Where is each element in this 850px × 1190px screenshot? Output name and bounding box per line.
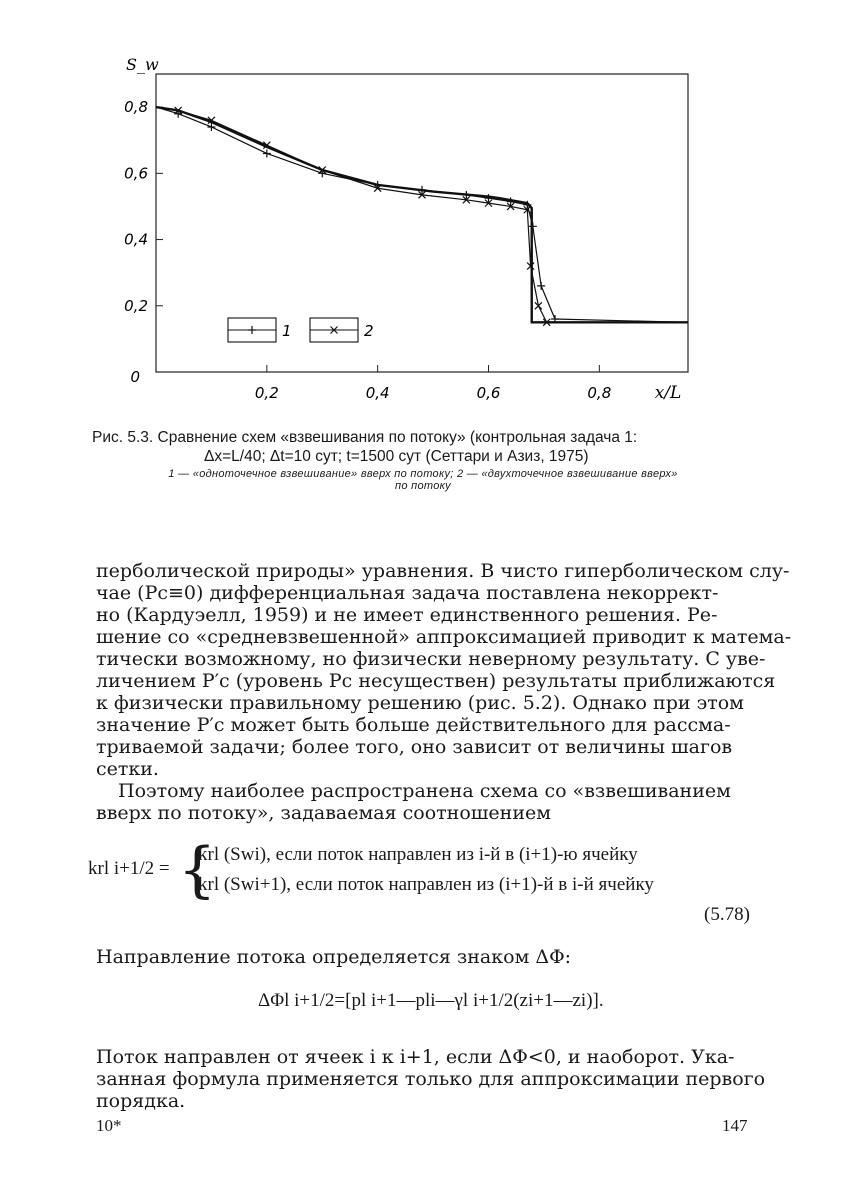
legend-line: по потоку [395,480,451,492]
x-axis-label: x/L [654,383,682,403]
x-tick-label: 0,8 [587,384,612,402]
series-line [156,107,688,322]
y-tick-label: 0,6 [124,164,148,183]
figure-legend-text [88,468,758,492]
text-line: шение со «средневзвешенной» аппроксимацией приводит к матема- [96,626,792,648]
text-line: порядка. [96,1090,186,1112]
chart-series [156,107,688,326]
legend-label: 1 [282,322,292,340]
equation-578-case-2: krl (Swi+1), если поток направлен из (i+1)-й в i-й ячейку [198,874,654,895]
page-number: 147 [722,1116,748,1135]
caption-line: Рис. 5.3. Сравнение схем «взвешивания по потоку» (контрольная задача 1: [92,429,638,446]
equation-578-lhs: krl i+1/2 = [88,858,170,879]
paragraph-4 [96,1046,766,1112]
figure-caption [92,428,762,466]
equation-578-case-1: krl (Swi), если поток направлен из i-й в (i+1)-ю ячейку [198,844,638,865]
footer-signature: 10* [96,1116,122,1135]
text-line: Поток направлен от ячеек i к i+1, если ΔΦ<0, и наоборот. Ука- [96,1046,735,1068]
text-line: сетки. [96,758,159,780]
figure-chart [110,50,710,420]
series-line [156,107,688,322]
y-tick-label: 0,2 [124,296,148,315]
legend-marker [248,326,256,334]
paragraph-3: Направление потока определяется знаком ΔΦ: [96,946,572,968]
equation-number: (5.78) [704,904,750,925]
text-line: личением P′c (уровень Pc несуществен) результаты приближаются [96,670,776,692]
chart-legend [228,318,374,342]
chart-labels [124,55,681,403]
text-line: триваемой задачи; более того, оно зависит от величины шагов [96,736,733,758]
series-line [156,107,688,322]
text-line: вверх по потоку», задаваемая соотношением [96,802,552,824]
text-line: к физически правильному решению (рис. 5.2). Однако при этом [96,692,744,714]
x-tick-label: 0,4 [365,384,390,402]
data-point-marker [263,149,271,157]
origin-label: 0 [130,368,140,386]
chart-axes [156,74,688,372]
legend-label: 2 [364,322,374,340]
x-tick-label: 0,6 [476,384,501,402]
legend-line: 1 — «одноточечное взвешивание» вверх по потоку; 2 — «двухточечное взвешивание вверх» [168,468,678,480]
text-line: чае (Pc≡0) дифференциальная задача поставлена некоррект- [96,582,719,604]
equation-brace: { [178,835,217,905]
y-tick-label: 0,8 [124,98,148,117]
y-tick-label: 0,4 [124,230,148,249]
paragraph-1 [96,560,792,780]
paragraph-2 [96,780,758,824]
text-line: Поэтому наиболее распространена схема со «взвешиванием [118,780,731,802]
y-axis-label: S_w [126,55,159,74]
caption-line: Δx=L/40; Δt=10 сут; t=1500 сут (Сеттари и Азиз, 1975) [204,448,589,465]
data-point-marker [537,282,545,290]
text-line: но (Кардуэелл, 1959) и не имеет единственного решения. Ре- [96,604,718,626]
x-tick-label: 0,2 [254,384,279,402]
text-line: тически возможному, но физически неверному результату. С уве- [96,648,766,670]
plot-frame [156,74,688,372]
text-line: значение P′c может быть больше действительного для рассма- [96,714,731,736]
data-point-marker [529,222,537,230]
text-line: перболической природы» уравнения. В чисто гиперболическом слу- [96,560,790,582]
equation-flux: ΔΦl i+1/2=[pl i+1—pli—γl i+1/2(zi+1—zi)]. [258,990,604,1011]
text-line: занная формула применяется только для аппроксимации первого [96,1068,766,1090]
